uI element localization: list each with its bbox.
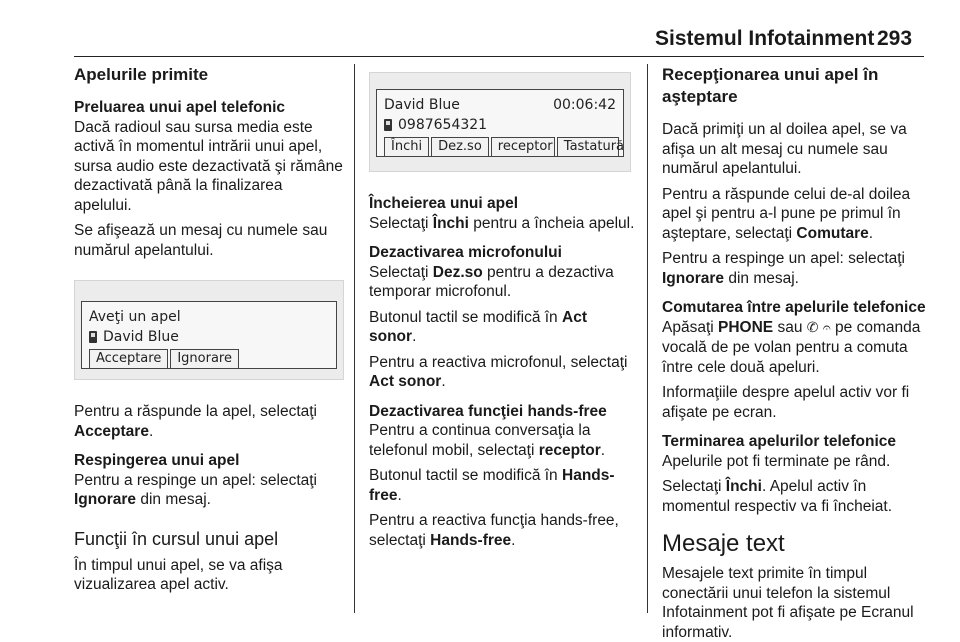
text: pe comanda vocală de pe volan pentru a comuta între cele două apeluri. — [662, 318, 921, 376]
caller-number: 0987654321 — [398, 117, 488, 133]
page-title: Sistemul Infotainment — [655, 27, 875, 50]
text: . — [511, 531, 516, 549]
incoming-call-panel — [81, 301, 337, 369]
text: Apăsaţi — [662, 318, 719, 336]
text: Pentru a respinge un apel: selectaţi — [74, 471, 317, 489]
paragraph: Informaţiile despre apelul activ vor fi afişate pe ecran. — [662, 384, 910, 421]
bold-term: Ignorare — [662, 269, 725, 287]
subheading-terminate-calls: Terminarea apelurilor telefonice — [662, 433, 897, 450]
caller-name: David Blue — [103, 329, 179, 345]
text: Selectaţi — [369, 263, 433, 281]
text: Pentru a respinge un apel: selectaţi — [662, 250, 905, 267]
screen-buttons — [89, 349, 329, 369]
text: . — [148, 422, 154, 440]
subheading-end-call: Încheierea unui apel — [369, 195, 519, 212]
paragraph — [662, 318, 930, 378]
end-call-button[interactable]: Închi — [384, 137, 429, 157]
active-call-screen — [369, 72, 631, 172]
text: . Apelul activ în momentul respectiv va fi încheiat. — [662, 478, 893, 515]
paragraph — [662, 185, 930, 244]
handset-button[interactable]: receptor — [491, 137, 555, 157]
bold-term: Hands-free — [369, 467, 615, 504]
text: Pentru a răspunde la apel, selectaţi — [74, 403, 317, 420]
bold-term: Hands-free — [430, 531, 512, 549]
text: Pentru a continua conversaţia la telefonul mobil, selectaţi — [369, 422, 591, 459]
paragraph: Se afişează un mesaj cu numele sau numărul apelantului. — [74, 222, 328, 259]
text: . — [600, 441, 606, 459]
subheading-answer-call: Preluarea unui apel telefonic — [74, 99, 286, 116]
paragraph: Dacă radioul sau sursa media este activă în momentul intrării unui apel, sursa audio este dezactivată şi rămâne dezactivată până la finalizarea apelului. — [74, 118, 343, 214]
subheading-reject-call: Respingerea unui apel — [74, 452, 240, 469]
column-divider-2 — [647, 64, 648, 613]
bold-term: PHONE — [718, 318, 774, 336]
text: sau — [773, 318, 807, 336]
ignore-button[interactable]: Ignorare — [170, 349, 239, 369]
text: Butonul tactil se modifică în — [369, 467, 562, 484]
section-title-call-functions: Funcţii în cursul unui apel — [74, 528, 279, 549]
text: . — [868, 224, 874, 242]
keypad-button[interactable]: Tastatură — [557, 137, 619, 157]
page-number: 293 — [877, 27, 913, 50]
active-call-panel — [376, 89, 624, 157]
paragraph — [369, 214, 637, 234]
screen-title: Aveţi un apel — [89, 309, 181, 325]
incoming-call-screen — [74, 280, 344, 380]
paragraph: Dacă primiţi un al doilea apel, se va afişa un alt mesaj cu numele sau numărul apelantului. — [662, 121, 907, 177]
paragraph — [369, 353, 637, 392]
section-title-text-messages: Mesaje text — [662, 530, 785, 557]
paragraph: Mesajele text primite în timpul conectării unui telefon la sistemul Infotainment pot fi afişate pe Ecranul informativ. — [662, 565, 914, 641]
bold-term: Dez.so — [432, 263, 483, 281]
header-rule — [74, 56, 924, 57]
paragraph — [662, 249, 930, 288]
text: din mesaj. — [724, 269, 799, 287]
bold-term: Comutare — [796, 224, 869, 242]
paragraph — [662, 477, 930, 516]
mobile-phone-icon — [384, 119, 392, 131]
paragraph: Apelurile pot fi terminate pe rând. — [662, 452, 891, 470]
caller-line — [384, 95, 616, 115]
subheading-handsfree: Dezactivarea funcţiei hands-free — [369, 402, 607, 420]
text: Selectaţi — [369, 214, 433, 232]
text: din mesaj. — [136, 491, 211, 508]
subheading-mute: Dezactivarea microfonului — [369, 244, 562, 261]
section-title-incoming: Apelurile primite — [74, 65, 209, 84]
paragraph — [369, 466, 637, 505]
column-divider-1 — [354, 64, 355, 613]
text: . — [412, 328, 417, 345]
bold-term: receptor — [538, 441, 601, 459]
bold-term: Ignorare — [74, 491, 137, 508]
text: Pentru a reactiva funcţia hands-free, selectaţi — [369, 512, 619, 549]
paragraph — [369, 308, 637, 347]
text: Pentru a răspunde celui de-al doilea apel şi pentru a-l pune pe primul în aşteptare, selectaţi — [662, 185, 911, 242]
section-title-call-waiting: Recepţionarea unui apel în aşteptare — [662, 65, 879, 106]
voice-control-phone-icon: ✆ 𝄐 — [806, 319, 831, 336]
bold-term: Act sonor — [369, 308, 587, 345]
column-2 — [369, 64, 637, 556]
bold-term: Acceptare — [74, 422, 149, 440]
column-3 — [662, 64, 930, 642]
accept-button[interactable]: Acceptare — [89, 349, 168, 369]
bold-term: Act sonor — [369, 373, 442, 390]
text: Pentru a reactiva microfonul, selectaţi — [369, 353, 628, 371]
text: pentru a încheia apelul. — [468, 214, 635, 232]
text: Butonul tactil se modifică în — [369, 308, 562, 326]
bold-term: Închi — [432, 214, 469, 232]
screen-buttons — [384, 137, 625, 157]
number-line — [384, 115, 616, 135]
mobile-phone-icon — [89, 331, 97, 343]
mute-button[interactable]: Dez.so — [431, 137, 489, 157]
paragraph — [74, 402, 344, 441]
paragraph — [369, 263, 637, 302]
column-1 — [74, 64, 344, 601]
paragraph: În timpul unui apel, se va afişa vizualizarea apel activ. — [74, 556, 283, 593]
caller-name: David Blue — [384, 97, 460, 113]
subheading-switch-calls: Comutarea între apelurile telefonice — [662, 299, 926, 316]
paragraph — [74, 471, 344, 510]
page-header — [0, 0, 960, 58]
text: Selectaţi — [662, 478, 726, 495]
text: pentru a dezactiva temporar microfonul. — [369, 263, 614, 300]
bold-term: Închi — [725, 478, 762, 495]
call-duration: 00:06:42 — [553, 97, 616, 113]
text: . — [397, 486, 402, 504]
text: . — [441, 373, 446, 390]
paragraph — [369, 511, 637, 550]
paragraph — [369, 421, 637, 460]
caller-line — [89, 327, 329, 347]
